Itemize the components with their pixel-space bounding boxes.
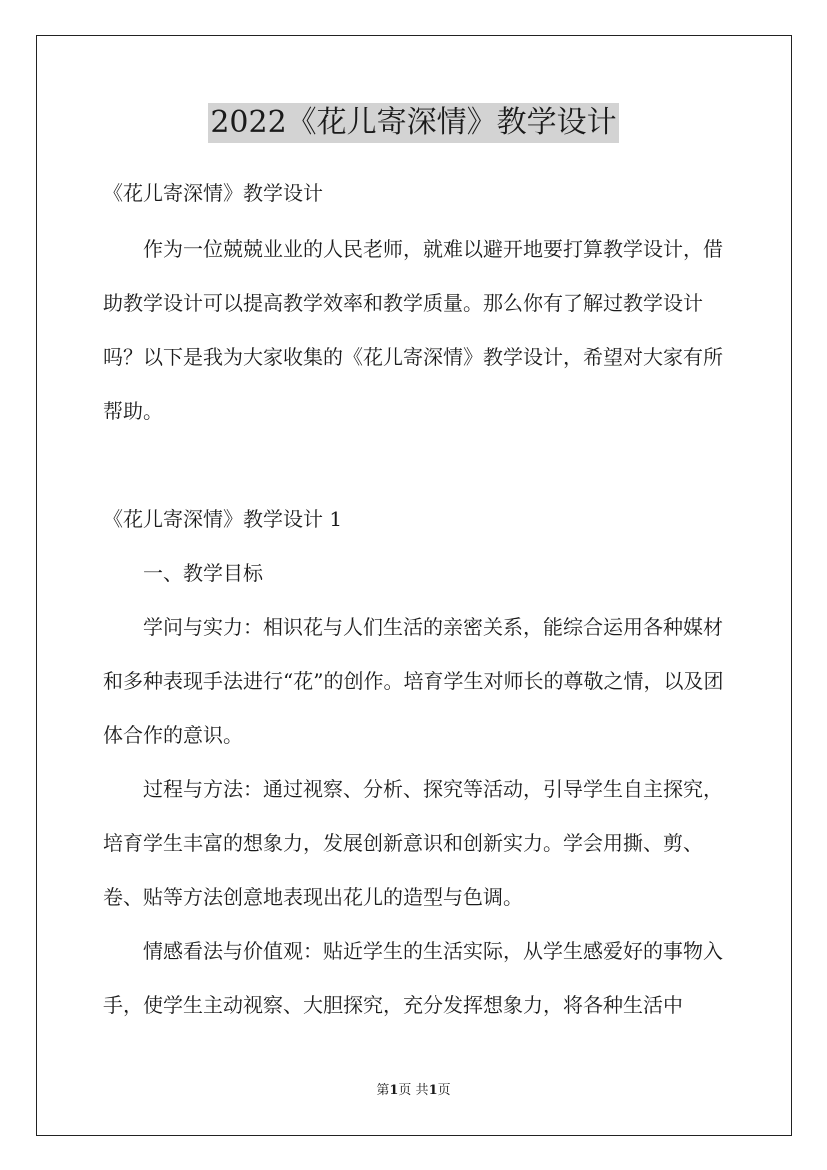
objective-heading: 一、教学目标 xyxy=(143,561,263,585)
footer-suffix: 页 xyxy=(437,1083,451,1098)
document-title xyxy=(0,103,827,143)
footer-page-total: 1 xyxy=(428,1083,438,1098)
section-heading: 《花儿寄深情》教学设计 1 xyxy=(103,507,343,531)
subtitle: 《花儿寄深情》教学设计 xyxy=(103,181,323,205)
title-text: 2022《花儿寄深情》教学设计 xyxy=(208,103,618,143)
paragraph-knowledge: 学问与实力：相识花与人们生活的亲密关系，能综合运用各种媒材和多种表现手法进行“花”的创作。培育学生对师长的尊敬之情，以及团体合作的意识。 xyxy=(103,615,724,747)
footer-prefix: 第 xyxy=(376,1083,390,1098)
paragraph-process: 过程与方法：通过视察、分析、探究等活动，引导学生自主探究，培育学生丰富的想象力，发展创新意识和创新实力。学会用撕、剪、卷、贴等方法创意地表现出花儿的造型与色调。 xyxy=(103,777,723,909)
paragraph-emotion: 情感看法与价值观：贴近学生的生活实际，从学生感爱好的事物入手，使学生主动视察、大胆探究，充分发挥想象力，将各种生活中 xyxy=(103,939,723,1017)
page-footer xyxy=(0,1082,827,1100)
footer-page-current: 1 xyxy=(389,1083,399,1098)
footer-mid: 页 共 xyxy=(398,1083,429,1098)
intro-paragraph: 作为一位兢兢业业的人民老师，就难以避开地要打算教学设计，借助教学设计可以提高教学效率和教学质量。那么你有了解过教学设计吗？以下是我为大家收集的《花儿寄深情》教学设计，希望对大家有所帮助。 xyxy=(103,237,723,423)
